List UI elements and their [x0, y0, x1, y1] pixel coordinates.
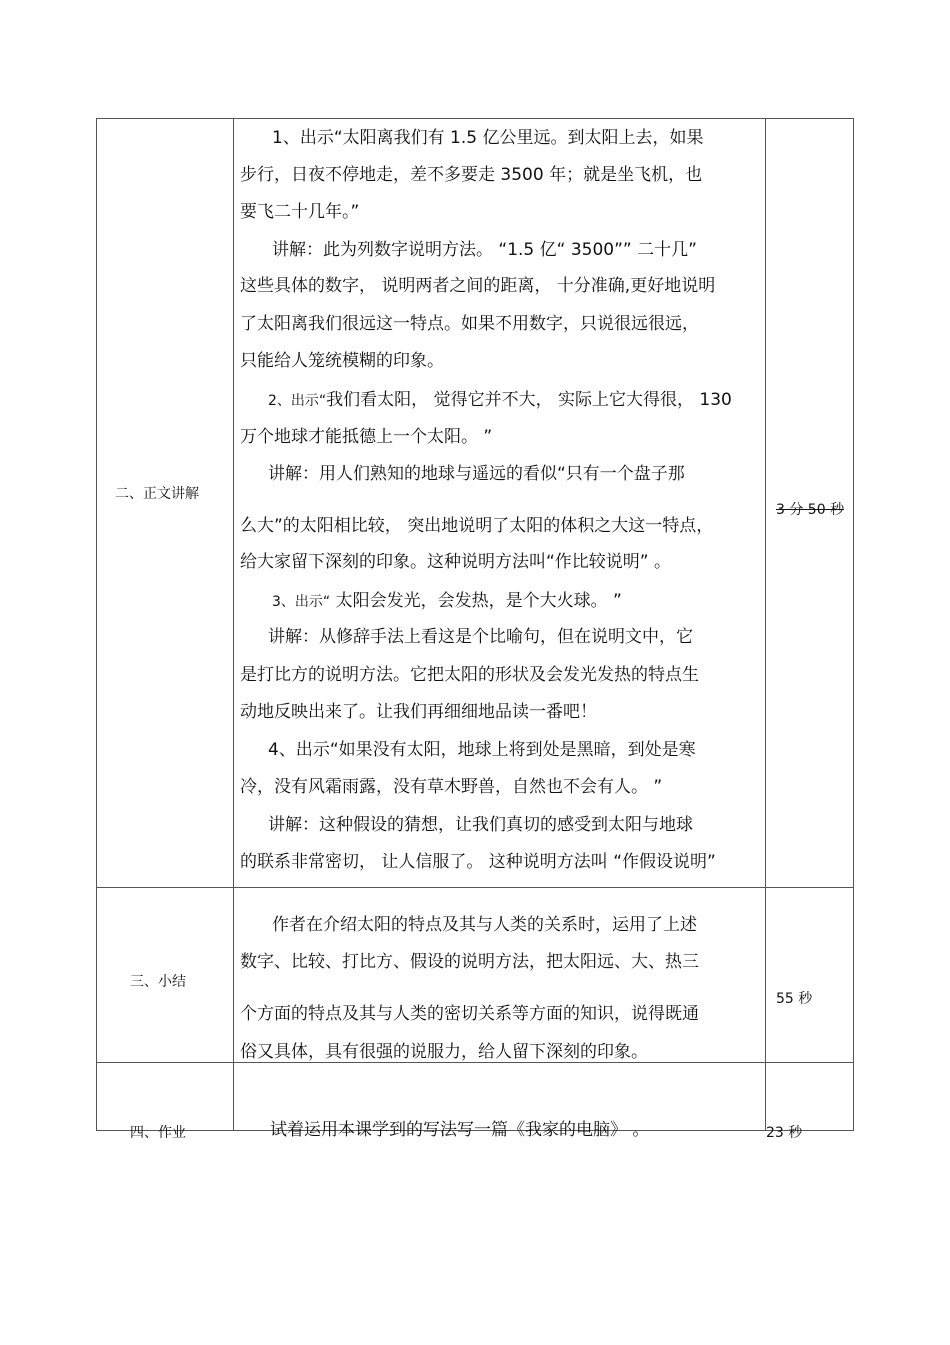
- paragraph-line: 4、出示“如果没有太阳，地球上将到处是黑暗，到处是寒: [268, 740, 696, 760]
- row-divider-2: [96, 1062, 854, 1063]
- paragraph-line: 作者在介绍太阳的特点及其与人类的关系时，运用了上述: [272, 915, 697, 935]
- row-divider-1: [96, 887, 854, 888]
- paragraph-line: 么大”的太阳相比较， 突出地说明了太阳的体积之大这一特点，: [240, 516, 714, 536]
- paragraph-line: 冷，没有风霜雨露，没有草木野兽，自然也不会有人。 ”: [240, 777, 663, 797]
- item-prefix: 2、出示“: [268, 393, 327, 409]
- paragraph-line: 要飞二十几年。”: [240, 202, 360, 222]
- paragraph-line: 讲解：用人们熟知的地球与遥远的看似“只有一个盘子那: [268, 464, 685, 484]
- paragraph-line: 讲解：从修辞手法上看这是个比喻句，但在说明文中，它: [268, 627, 693, 647]
- item-text: 我们看太阳， 觉得它并不大， 实际上它大得很， 130: [326, 390, 732, 410]
- paragraph-line: 了太阳离我们很远这一特点。如果不用数字，只说很远很远，: [240, 314, 699, 334]
- item-text: 太阳会发光，会发热，是个大火球。 ”: [330, 591, 622, 611]
- paragraph-line: 给大家留下深刻的印象。这种说明方法叫“作比较说明” 。: [240, 552, 672, 572]
- paragraph-line: 只能给人笼统模糊的印象。: [240, 351, 444, 371]
- paragraph-line: 步行，日夜不停地走，差不多要走 3500 年；就是坐飞机，也: [240, 165, 703, 185]
- paragraph-line: 讲解：这种假设的猜想，让我们真切的感受到太阳与地球: [268, 815, 693, 835]
- section-label: 二、正文讲解: [115, 486, 199, 502]
- section-time: 23 秒: [766, 1125, 803, 1141]
- item-prefix: 3、出示“: [272, 594, 331, 610]
- paragraph-line: 1、出示“太阳离我们有 1.5 亿公里远。到太阳上去，如果: [272, 128, 704, 148]
- paragraph-line: [272, 591, 622, 612]
- column-divider-2: [765, 118, 766, 1131]
- table-border-right: [853, 118, 854, 1131]
- table-border-left: [96, 118, 97, 1131]
- paragraph-line: 俗又具体，具有很强的说服力，给人留下深刻的印象。: [240, 1042, 648, 1062]
- section-label: 四、作业: [130, 1125, 186, 1141]
- paragraph-line: 的联系非常密切， 让人信服了。 这种说明方法叫 “作假设说明”: [240, 852, 716, 872]
- paragraph-line: 个方面的特点及其与人类的密切关系等方面的知识，说得既通: [240, 1004, 699, 1024]
- paragraph-line: 数字、比较、打比方、假设的说明方法，把太阳远、大、热三: [240, 952, 699, 972]
- section-label: 三、小结: [130, 974, 186, 990]
- column-divider-1: [233, 118, 234, 1131]
- paragraph-line: 讲解：此为列数字说明方法。 “1.5 亿“ 3500”” 二十几”: [272, 240, 697, 260]
- paragraph-line: 万个地球才能抵德上一个太阳。 ”: [240, 427, 493, 447]
- paragraph-line: 试着运用本课学到的写法写一篇《我家的电脑》 。: [270, 1120, 650, 1140]
- section-time: 3 分 50 秒: [776, 502, 845, 518]
- paragraph-line: 是打比方的说明方法。它把太阳的形状及会发光发热的特点生: [240, 665, 699, 685]
- section-time: 55 秒: [776, 991, 813, 1007]
- paragraph-line: [268, 390, 732, 411]
- table-border-top: [96, 118, 854, 119]
- paragraph-line: 动地反映出来了。让我们再细细地品读一番吧！: [240, 702, 597, 722]
- paragraph-line: 这些具体的数字， 说明两者之间的距离， 十分准确,更好地说明: [240, 276, 716, 296]
